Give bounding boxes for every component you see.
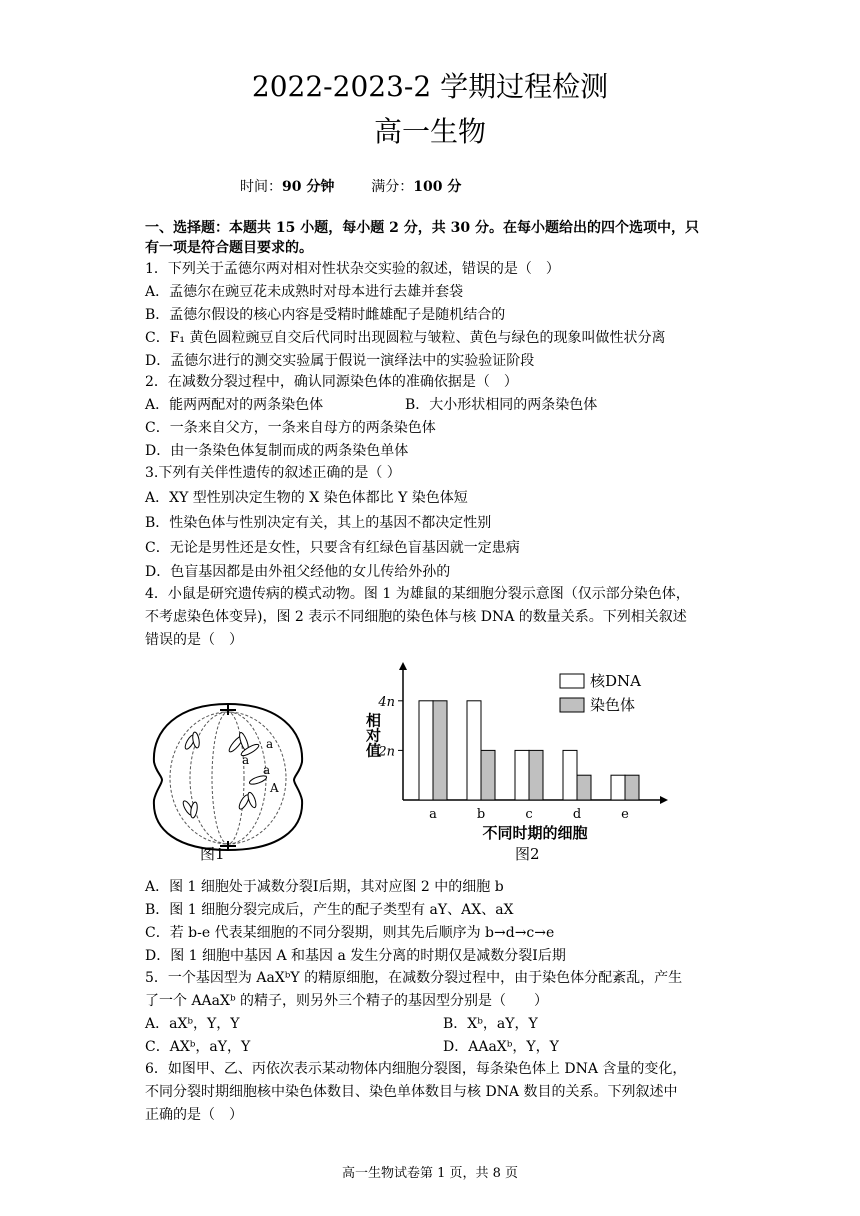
time-value: 90 分钟: [282, 179, 335, 195]
q1-stem: 1．下列关于孟德尔两对相对性状杂交实验的叙述，错误的是（ ）: [145, 261, 560, 277]
q4-stem-line3: 错误的是（ ）: [145, 632, 243, 648]
bar-e-dna: [611, 775, 625, 800]
y-axis-arrow: [399, 662, 407, 670]
bar-b-chromosome: [481, 750, 495, 800]
bar-c-dna: [515, 750, 529, 800]
gene-label-2: a: [242, 753, 250, 767]
exam-meta: [240, 177, 461, 197]
q1-option-a: A．孟德尔在豌豆花未成熟时对母本进行去雄并套袋: [145, 284, 464, 300]
legend-swatch: [560, 674, 584, 688]
q6-stem-line3: 正确的是（ ）: [145, 1107, 243, 1123]
x-axis-label: 不同时期的细胞: [482, 824, 588, 842]
q3-option-c: C．无论是男性还是女性，只要含有红绿色盲基因就一定患病: [145, 540, 520, 556]
bar-d-dna: [563, 750, 577, 800]
q2-option-d: D．由一条染色体复制而成的两条染色单体: [145, 443, 409, 459]
y-axis-label: 相对值: [364, 712, 382, 758]
figure2-caption: 图2: [515, 845, 540, 863]
q1-option-c: C．F₁ 黄色圆粒豌豆自交后代同时出现圆粒与皱粒、黄色与绿色的现象叫做性状分离: [145, 330, 666, 346]
q4-option-b: B．图 1 细胞分裂完成后，产生的配子类型有 aY、AX、aX: [145, 902, 514, 918]
q5-option-d: D．AAaXᵇ，Y，Y: [443, 1039, 559, 1055]
page-footer: 高一生物试卷第 1 页，共 8 页: [341, 1166, 519, 1181]
gene-label-4: A: [270, 781, 279, 795]
q2-option-a: A．能两两配对的两条染色体: [145, 397, 324, 413]
x-axis-arrow: [660, 796, 668, 804]
bar-a-chromosome: [433, 701, 447, 800]
bar-d-chromosome: [577, 775, 591, 800]
q4-stem-line2: 不考虑染色体变异)，图 2 表示不同细胞的染色体与核 DNA 的数量关系。下列相关叙述: [145, 609, 687, 625]
exam-subject: 高一生物: [373, 115, 486, 148]
x-tick-label: a: [429, 807, 437, 822]
q4-option-c: C．若 b-e 代表某细胞的不同分裂期，则其先后顺序为 b→d→c→e: [145, 925, 555, 941]
x-tick-label: d: [572, 807, 582, 822]
exam-title: 2022-2023-2 学期过程检测: [251, 70, 609, 103]
q4-option-d: D．图 1 细胞中基因 A 和基因 a 发生分离的时期仅是减数分裂Ⅰ后期: [145, 948, 566, 964]
legend-label: 核DNA: [590, 672, 641, 690]
q5-option-b: B．Xᵇ，aY，Y: [443, 1016, 538, 1032]
y-tick-label: 2n: [378, 744, 395, 760]
q2-stem: 2．在减数分裂过程中，确认同源染色体的准确依据是（ ）: [145, 374, 518, 390]
q6-stem-line2: 不同分裂时期细胞核中染色体数目、染色单体数目与核 DNA 数目的关系。下列叙述中: [145, 1084, 678, 1100]
q3-stem: 3.下列有关伴性遗传的叙述正确的是（ ）: [145, 465, 401, 481]
gene-label-3: a: [263, 763, 271, 777]
q1-option-d: D．孟德尔进行的测交实验属于假说一演绎法中的实验验证阶段: [145, 353, 535, 369]
q5-option-c: C．AXᵇ，aY，Y: [145, 1039, 251, 1055]
cell-membrane: [154, 704, 302, 850]
x-tick-label: e: [621, 807, 629, 822]
figure1-caption: 图1: [200, 845, 225, 863]
legend-label: 染色体: [590, 696, 636, 714]
q5-stem-line2: 了一个 AAaXᵇ 的精子，则另外三个精子的基因型分别是（ ）: [145, 993, 549, 1009]
x-tick-label: c: [525, 807, 533, 822]
score-label: 满分：: [371, 179, 414, 195]
q5-stem-line1: 5．一个基因型为 AaXᵇY 的精原细胞，在减数分裂过程中，由于染色体分配紊乱，产生: [145, 970, 683, 986]
q5-option-a: A．aXᵇ，Y，Y: [145, 1016, 240, 1032]
q3-option-b: B．性染色体与性别决定有关，其上的基因不都决定性别: [145, 515, 492, 531]
q4-stem-line1: 4．小鼠是研究遗传病的模式动物。图 1 为雄鼠的某细胞分裂示意图（仅示部分染色体，: [145, 586, 690, 602]
q2-option-c: C．一条来自父方，一条来自母方的两条染色体: [145, 420, 436, 436]
time-label: 时间：: [240, 179, 282, 195]
q6-stem-line1: 6．如图甲、乙、丙依次表示某动物体内细胞分裂图，每条染色体上 DNA 含量的变化，: [145, 1061, 687, 1077]
legend-swatch: [560, 698, 584, 712]
q4-option-a: A．图 1 细胞处于减数分裂Ⅰ后期，其对应图 2 中的细胞 b: [145, 879, 504, 895]
q3-option-d: D．色盲基因都是由外祖父经他的女儿传给外孙的: [145, 564, 451, 580]
q3-option-a: A．XY 型性别决定生物的 X 染色体都比 Y 染色体短: [145, 490, 468, 506]
bar-a-dna: [419, 701, 433, 800]
section-heading-line2: 有一项是符合题目要求的。: [145, 240, 313, 256]
bar-c-chromosome: [529, 750, 543, 800]
figure1-cell-diagram: [148, 700, 308, 865]
gene-label-1: a: [266, 737, 274, 751]
bar-e-chromosome: [625, 775, 639, 800]
x-tick-label: b: [476, 807, 486, 822]
figure2-bar-chart: [355, 660, 670, 860]
y-tick-label: 4n: [378, 694, 395, 710]
bar-b-dna: [467, 701, 481, 800]
q2-option-b: B．大小形状相同的两条染色体: [405, 397, 598, 413]
score-value: 100 分: [413, 179, 462, 195]
q1-option-b: B．孟德尔假设的核心内容是受精时雌雄配子是随机结合的: [145, 307, 506, 323]
section-heading-line1: 一、选择题：本题共 15 小题，每小题 2 分，共 30 分。在每小题给出的四个选项中，只: [145, 220, 699, 236]
